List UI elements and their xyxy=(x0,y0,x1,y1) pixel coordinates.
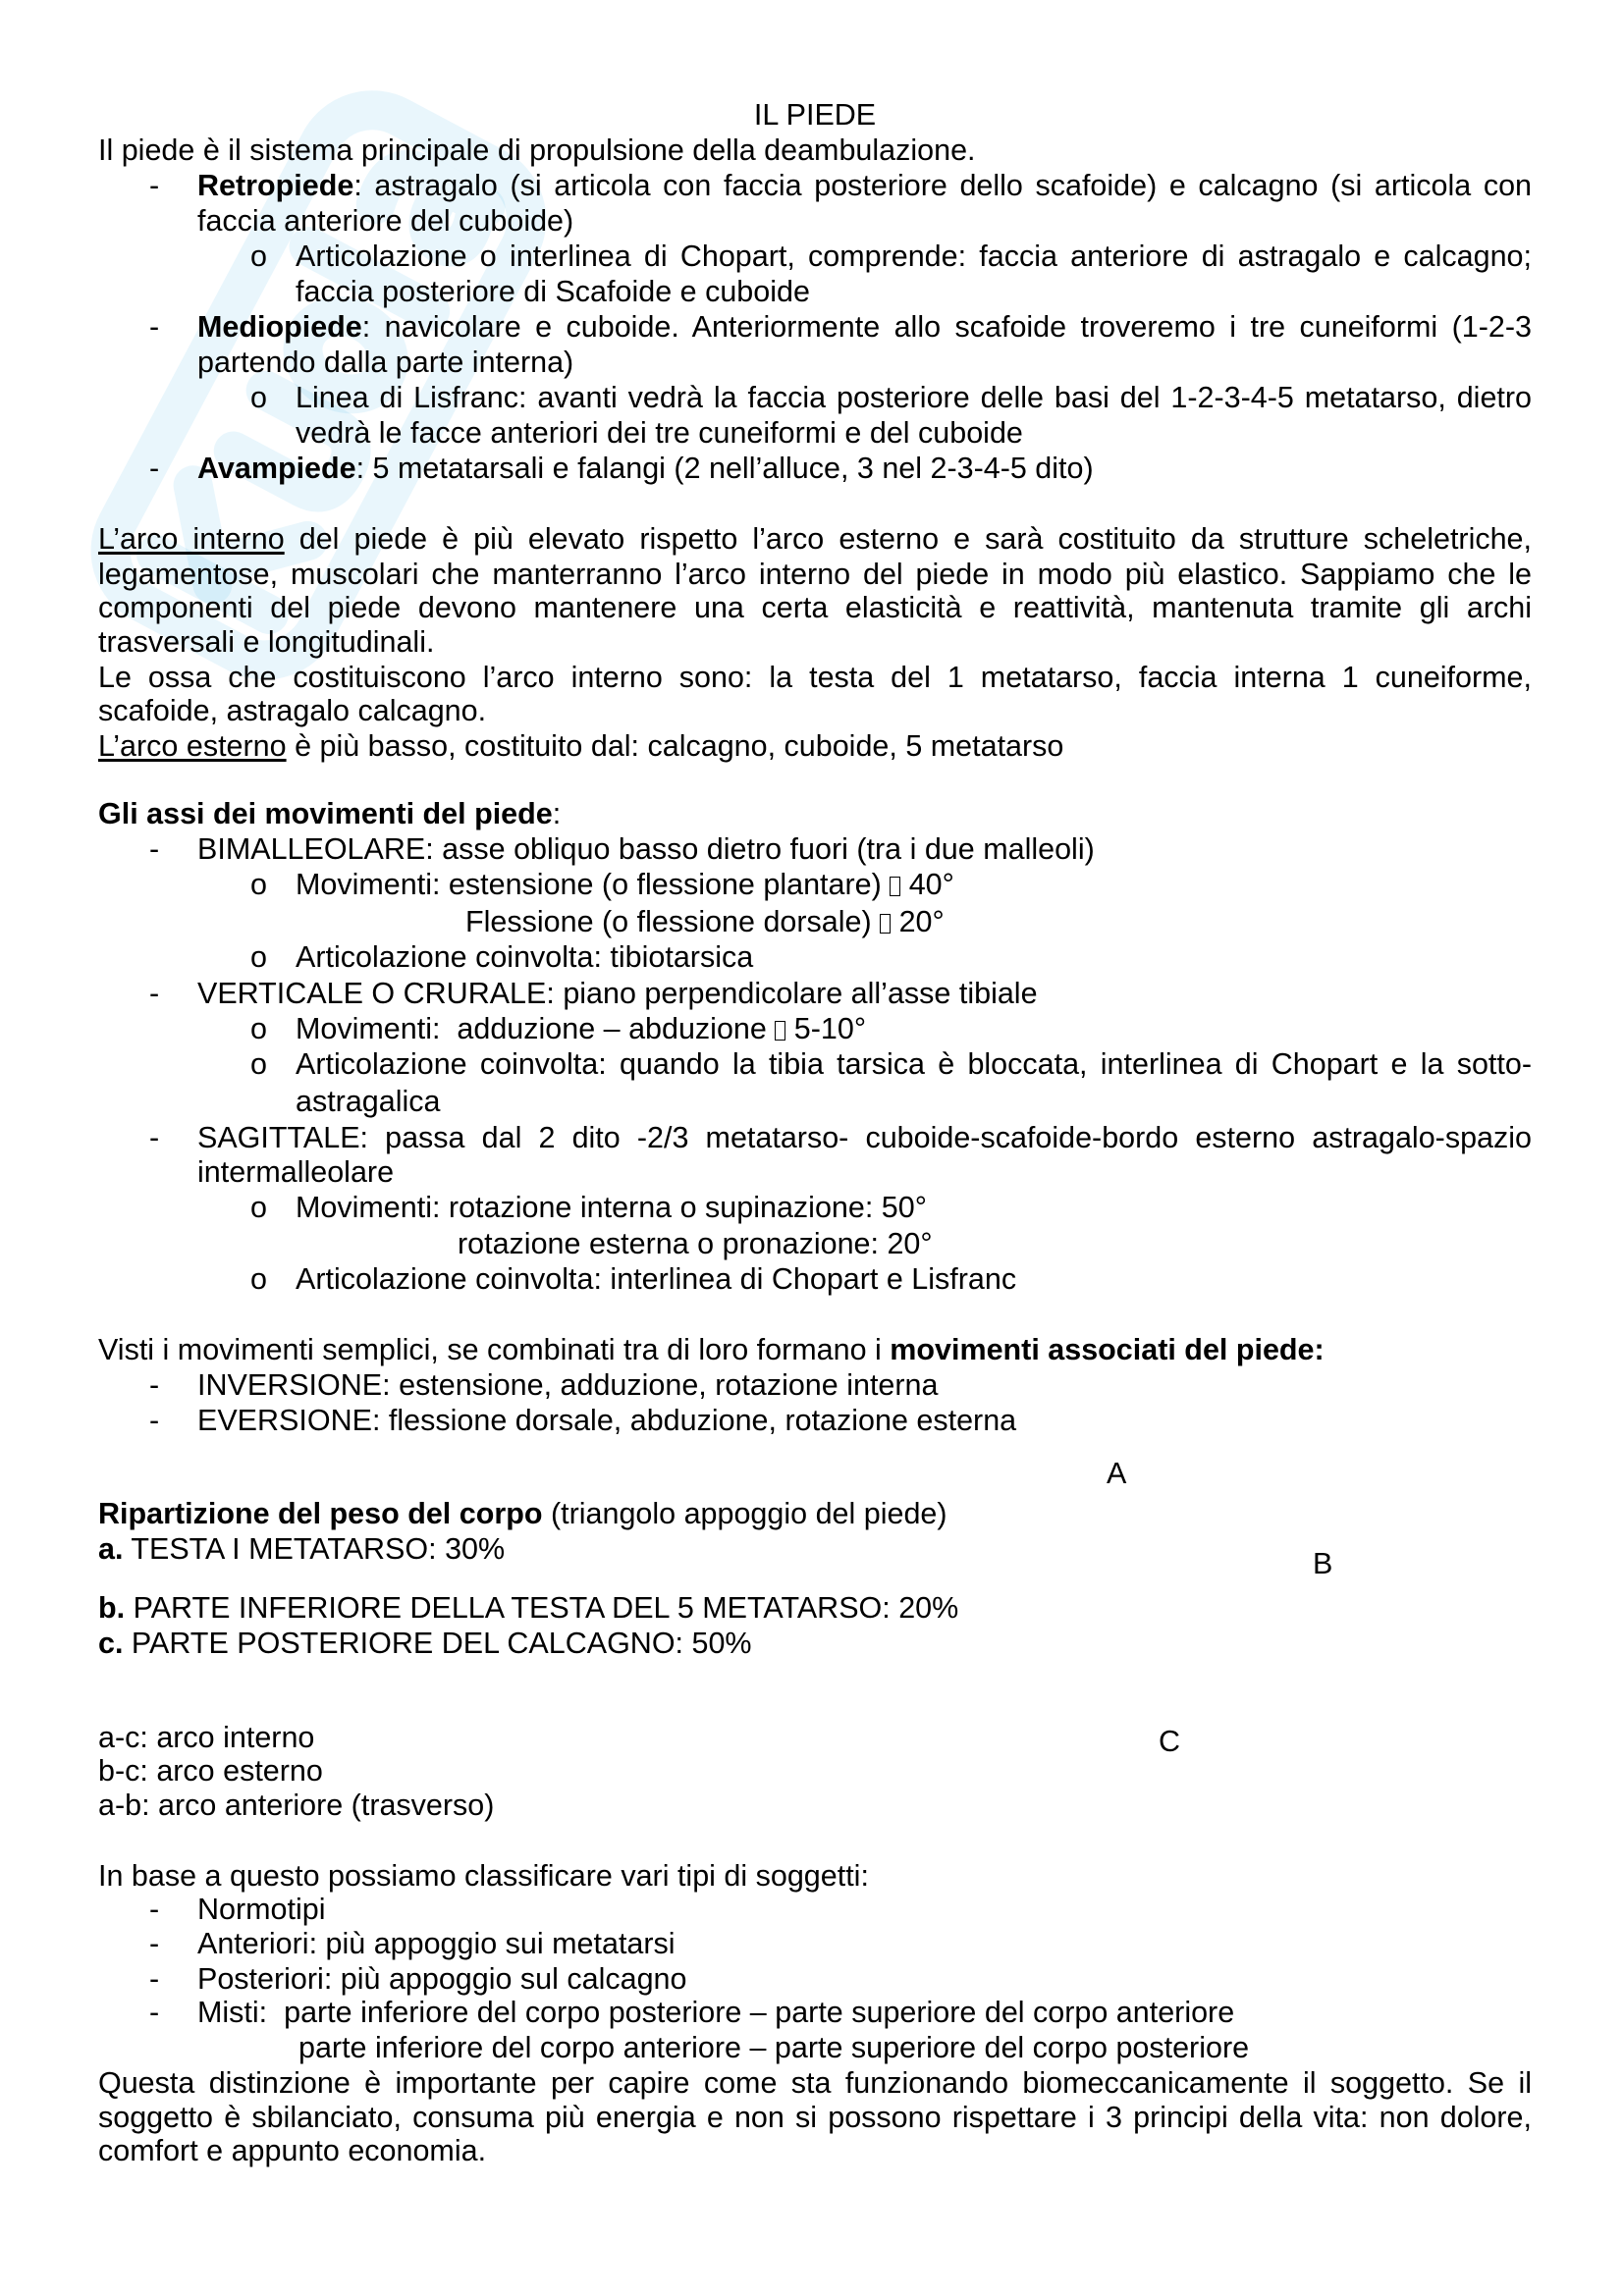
vertical-joint-continued: astragalica xyxy=(296,1085,441,1118)
sagittal-axis-label-continued: intermalleolare xyxy=(197,1155,395,1189)
list-bullet-circle: o xyxy=(250,1262,267,1296)
foot-part-description: : 5 metatarsali e falangi (2 nell’alluce, 3 nel 2-3-4-5 dito) xyxy=(355,452,1094,485)
list-bullet-circle: o xyxy=(250,1191,267,1224)
inversion-item: INVERSIONE: estensione, adduzione, rotazione interna xyxy=(197,1368,939,1402)
subject-type-misti: Misti: parte inferiore del corpo posteriore – parte superiore del corpo anteriore xyxy=(197,1996,1235,2029)
eversion-item: EVERSIONE: flessione dorsale, abduzione, rotazione esterna xyxy=(197,1404,1017,1437)
sagittal-movements: Movimenti: rotazione interna o supinazione: 50° xyxy=(296,1191,927,1224)
foot-part-description: : astragalo (si articola con faccia posteriore dello scafoide) e calcagno (si articola con xyxy=(353,169,1532,202)
chopart-joint-text: Articolazione o interlinea di Chopart, comprende: faccia anteriore di astragalo e calcagno; xyxy=(296,240,1532,273)
weight-heading-note: (triangolo appoggio del piede) xyxy=(542,1497,947,1530)
sagittal-movements-continued: rotazione esterna o pronazione: 20° xyxy=(458,1227,933,1260)
weight-point-letter: b. xyxy=(98,1591,126,1625)
bimalleolar-movements-flexion xyxy=(465,904,945,939)
weight-point-c xyxy=(98,1626,1532,1661)
vertical-axis-label: VERTICALE O CRURALE: piano perpendicolare all’asse tibiale xyxy=(197,977,1038,1010)
conclusion-line: soggetto è sbilanciato, consuma più energia e non si possono rispettare i 3 principi della vita: non dolore, xyxy=(98,2101,1532,2134)
axes-heading-text: Gli assi dei movimenti del piede xyxy=(98,797,553,830)
list-bullet-dash: - xyxy=(149,310,160,344)
missing-glyph-icon xyxy=(880,914,891,934)
list-bullet-dash: - xyxy=(149,1404,160,1437)
bimalleolar-movements xyxy=(296,867,1532,902)
list-bullet-circle: o xyxy=(250,1012,267,1045)
internal-arch-paragraph-line: trasversali e longitudinali. xyxy=(98,625,435,659)
internal-arch-bones-line: Le ossa che costituiscono l’arco interno sono: la testa del 1 metatarso, faccia interna 1 cuneiforme, xyxy=(98,661,1532,694)
list-bullet-circle: o xyxy=(250,868,267,901)
arch-pair-ab: a-b: arco anteriore (trasverso) xyxy=(98,1789,495,1822)
weight-point-text: TESTA I METATARSO: 30% xyxy=(123,1532,506,1566)
associated-intro-text: Visti i movimenti semplici, se combinati tra di loro formano i xyxy=(98,1333,891,1366)
foot-part-term: Retropiede xyxy=(197,169,354,202)
internal-arch-bones-line: scafoide, astragalo calcagno. xyxy=(98,694,487,727)
axes-heading-colon: : xyxy=(552,797,562,830)
intro-text: Il piede è il sistema principale di propulsione della deambulazione. xyxy=(98,133,976,167)
external-arch-term: L’arco esterno xyxy=(98,729,287,763)
list-bullet-dash: - xyxy=(149,1962,160,1996)
list-bullet-circle: o xyxy=(250,381,267,414)
movement-text: Movimenti: estensione (o flessione plantare) xyxy=(296,868,891,901)
foot-part-avampiede xyxy=(197,451,1532,486)
list-bullet-dash: - xyxy=(149,977,160,1010)
weight-point-letter: a. xyxy=(98,1532,124,1566)
list-bullet-dash: - xyxy=(149,1121,160,1154)
weight-point-a xyxy=(98,1531,1532,1567)
associated-intro-bold: movimenti associati del piede: xyxy=(890,1333,1325,1366)
internal-arch-term: L’arco interno xyxy=(98,522,285,556)
foot-part-description: : navicolare e cuboide. Anteriormente allo scafoide troveremo i tre cuneiformi (1-2-3 xyxy=(361,310,1532,344)
weight-heading-text: Ripartizione del peso del corpo xyxy=(98,1497,543,1530)
sagittal-axis-label: SAGITTALE: passa dal 2 dito -2/3 metatarso- cuboide-scafoide-bordo esterno astragalo-spazio xyxy=(197,1121,1532,1154)
lisfranc-line-text-continued: vedrà le facce anteriori dei tre cuneiformi e del cuboide xyxy=(296,416,1023,450)
subjects-intro: In base a questo possiamo classificare vari tipi di soggetti: xyxy=(98,1859,869,1893)
axes-heading xyxy=(98,796,1532,831)
internal-arch-text: del piede è più elevato rispetto l’arco esterno e sarà costituito da strutture scheletriche, xyxy=(284,522,1532,556)
conclusion-line: Questa distinzione è importante per capire come sta funzionando biomeccanicamente il soggetto. Se il xyxy=(98,2066,1532,2100)
associated-movements-intro xyxy=(98,1332,1532,1367)
internal-arch-paragraph-line: componenti del piede devono mantenere una certa elasticità e reattività, mantenuta tramite gli archi xyxy=(98,591,1532,624)
foot-part-description-continued: partendo dalla parte interna) xyxy=(197,346,574,379)
subject-type-normotipi: Normotipi xyxy=(197,1893,326,1926)
list-bullet-dash: - xyxy=(149,832,160,866)
subject-type-posteriori: Posteriori: più appoggio sul calcagno xyxy=(197,1962,687,1996)
vertical-movements xyxy=(296,1011,1532,1046)
subject-type-anteriori: Anteriori: più appoggio sui metatarsi xyxy=(197,1927,676,1960)
list-bullet-dash: - xyxy=(149,1927,160,1960)
chopart-joint-text-continued: faccia posteriore di Scafoide e cuboide xyxy=(296,275,810,308)
foot-part-term: Mediopiede xyxy=(197,310,362,344)
missing-glyph-icon xyxy=(890,877,900,896)
list-bullet-dash: - xyxy=(149,1996,160,2029)
list-bullet-dash: - xyxy=(149,1893,160,1926)
external-arch-text: è più basso, costituito dal: calcagno, cuboide, 5 metatarso xyxy=(286,729,1064,763)
list-bullet-circle: o xyxy=(250,940,267,974)
weight-point-letter: c. xyxy=(98,1627,124,1660)
page-title: IL PIEDE xyxy=(753,98,877,132)
list-bullet-circle: o xyxy=(250,1047,267,1081)
movement-degrees: 20° xyxy=(891,905,945,938)
arch-pair-ac: a-c: arco interno xyxy=(98,1721,315,1754)
arch-pair-bc: b-c: arco esterno xyxy=(98,1754,323,1788)
movement-text: Flessione (o flessione dorsale) xyxy=(465,905,881,938)
foot-part-retropiede xyxy=(197,168,1532,203)
foot-part-mediopiede xyxy=(197,309,1532,345)
conclusion-line: comfort e appunto economia. xyxy=(98,2134,487,2167)
vertical-joint: Articolazione coinvolta: quando la tibia tarsica è bloccata, interlinea di Chopart e la sotto- xyxy=(296,1047,1532,1081)
list-bullet-dash: - xyxy=(149,1368,160,1402)
triangle-label-b: B xyxy=(1313,1547,1333,1580)
foot-part-term: Avampiede xyxy=(197,452,356,485)
subject-type-misti-continued: parte inferiore del corpo anteriore – parte superiore del corpo posteriore xyxy=(298,2031,1250,2064)
missing-glyph-icon xyxy=(775,1021,785,1041)
internal-arch-paragraph-line xyxy=(98,521,1532,557)
triangle-label-a: A xyxy=(1107,1457,1127,1490)
triangle-label-c: C xyxy=(1159,1725,1181,1758)
list-bullet-circle: o xyxy=(250,240,267,273)
foot-part-description-continued: faccia anteriore del cuboide) xyxy=(197,204,574,238)
sagittal-joint: Articolazione coinvolta: interlinea di Chopart e Lisfranc xyxy=(296,1262,1017,1296)
movement-degrees: 40° xyxy=(900,868,954,901)
weight-heading xyxy=(98,1496,1532,1531)
list-bullet-dash: - xyxy=(149,452,160,485)
movement-degrees: 5-10° xyxy=(785,1012,867,1045)
internal-arch-paragraph-line: legamentose, muscolari che manterranno l’arco interno del piede in modo più elastico. Sappiamo che le xyxy=(98,558,1532,591)
weight-point-text: PARTE INFERIORE DELLA TESTA DEL 5 METATARSO: 20% xyxy=(125,1591,959,1625)
external-arch-line xyxy=(98,728,1532,764)
list-bullet-dash: - xyxy=(149,169,160,202)
weight-point-text: PARTE POSTERIORE DEL CALCAGNO: 50% xyxy=(123,1627,752,1660)
movement-text: Movimenti: adduzione – abduzione xyxy=(296,1012,776,1045)
bimalleolar-joint: Articolazione coinvolta: tibiotarsica xyxy=(296,940,754,974)
weight-point-b xyxy=(98,1590,1532,1626)
lisfranc-line-text: Linea di Lisfranc: avanti vedrà la faccia posteriore delle basi del 1-2-3-4-5 metatarso, dietro xyxy=(296,381,1532,414)
bimalleolar-axis-label: BIMALLEOLARE: asse obliquo basso dietro fuori (tra i due malleoli) xyxy=(197,832,1095,866)
